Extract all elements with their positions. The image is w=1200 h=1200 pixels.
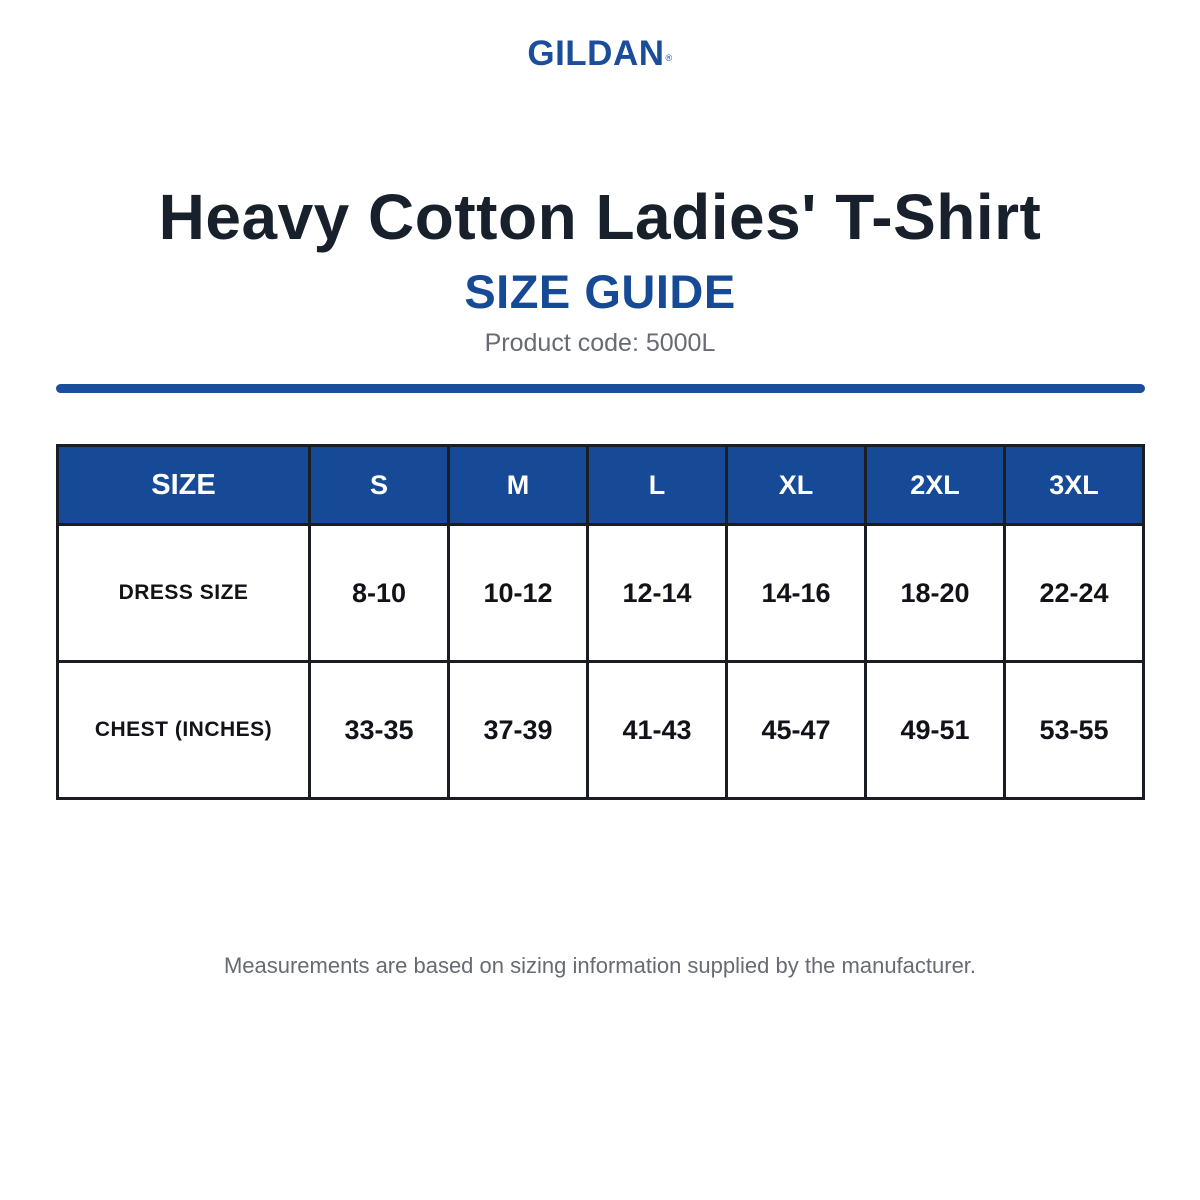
header-cell-l: L: [588, 446, 727, 525]
divider-rule: [56, 384, 1145, 393]
page-title: Heavy Cotton Ladies' T-Shirt: [158, 181, 1042, 253]
table-cell: 12-14: [588, 525, 727, 662]
table-cell: 41-43: [588, 662, 727, 799]
table-cell: 14-16: [727, 525, 866, 662]
table-cell: 33-35: [310, 662, 449, 799]
header-cell-size: SIZE: [58, 446, 310, 525]
header-cell-s: S: [310, 446, 449, 525]
table-row: [58, 662, 1144, 799]
row-label-dress-size: DRESS SIZE: [58, 525, 310, 662]
footnote: Measurements are based on sizing information supplied by the manufacturer.: [223, 953, 977, 978]
header-cell-3xl: 3XL: [1005, 446, 1144, 525]
header-cell-2xl: 2XL: [866, 446, 1005, 525]
registered-mark: ®: [665, 53, 673, 63]
header-cell-xl: XL: [727, 446, 866, 525]
page-subtitle: SIZE GUIDE: [464, 265, 736, 318]
table-row: [58, 525, 1144, 662]
row-label-chest: CHEST (INCHES): [58, 662, 310, 799]
brand-logo: [0, 34, 1200, 74]
product-code: Product code: 5000L: [484, 329, 716, 357]
table-cell: 18-20: [866, 525, 1005, 662]
table-cell: 10-12: [449, 525, 588, 662]
size-table: [56, 444, 1145, 800]
table-cell: 8-10: [310, 525, 449, 662]
header-cell-m: M: [449, 446, 588, 525]
table-cell: 22-24: [1005, 525, 1144, 662]
table-cell: 37-39: [449, 662, 588, 799]
table-cell: 49-51: [866, 662, 1005, 799]
brand-name: GILDAN: [527, 34, 665, 73]
table-cell: 53-55: [1005, 662, 1144, 799]
table-header-row: [58, 446, 1144, 525]
table-cell: 45-47: [727, 662, 866, 799]
